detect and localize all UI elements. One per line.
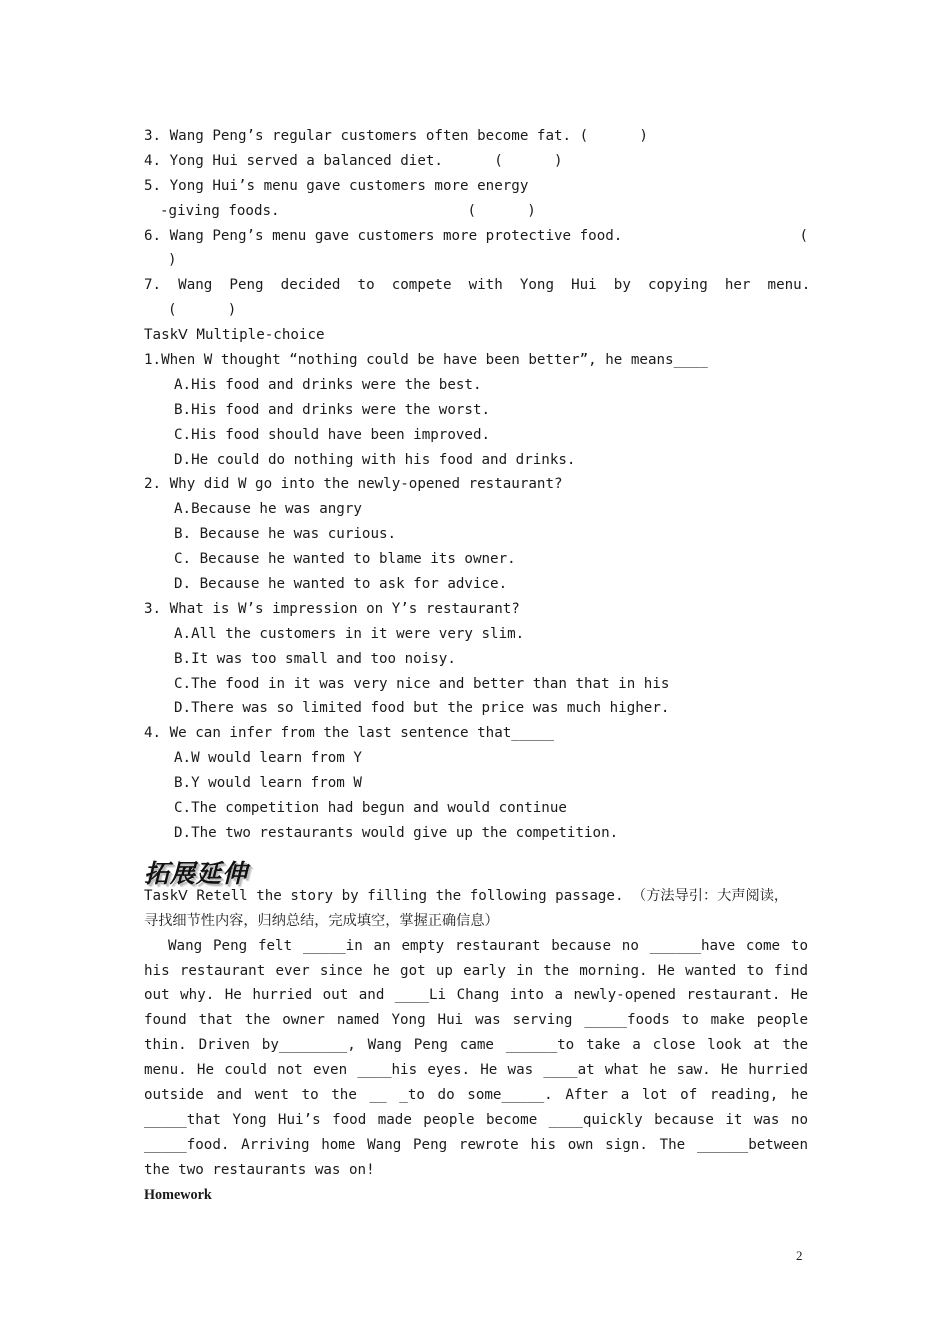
tf-item-7: 7. Wang Peng decided to compete with Yong Hui by copying her menu. xyxy=(144,277,811,294)
tf-item-6-paren: ( xyxy=(799,227,808,244)
question-text: 4. We can infer from the last sentence that_____ xyxy=(144,725,554,742)
question-text: 1.When W thought “nothing could be have been better”, he means____ xyxy=(144,352,708,369)
document-page xyxy=(144,124,811,1208)
option-a: A.His food and drinks were the best. xyxy=(174,376,482,393)
option-a: A.W would learn from Y xyxy=(174,750,362,767)
option-a: A.Because he was angry xyxy=(174,501,362,518)
question-text: 3. What is W’s impression on Y’s restaurant? xyxy=(144,600,520,617)
retell-passage xyxy=(144,934,808,1183)
option-d: D. Because he wanted to ask for advice. xyxy=(174,576,508,593)
option-a: A.All the customers in it were very slim. xyxy=(174,625,525,642)
option-b: B.It was too small and too noisy. xyxy=(174,650,456,667)
option-b: B. Because he was curious. xyxy=(174,526,397,543)
extension-heading: 拓展延伸 xyxy=(144,858,249,888)
tf-item-4: 4. Yong Hui served a balanced diet. ( ) xyxy=(144,152,563,169)
tf-item-3: 3. Wang Peng’s regular customers often become fat. ( ) xyxy=(144,128,648,144)
option-c: C.The food in it was very nice and better than that in his xyxy=(174,675,670,692)
tf-item-6-text: 6. Wang Peng’s menu gave customers more protective food. xyxy=(144,227,623,244)
question-2 xyxy=(144,472,808,596)
question-1 xyxy=(144,348,808,472)
question-text: 2. Why did W go into the newly-opened restaurant? xyxy=(144,476,563,493)
option-d: D.The two restaurants would give up the competition. xyxy=(174,824,619,841)
tf-item-5-cont: -giving foods. ( ) xyxy=(160,202,536,219)
question-4 xyxy=(144,721,808,845)
option-d: D.He could do nothing with his food and drinks. xyxy=(174,451,576,468)
retell-passage-text: Wang Peng felt _____in an empty restaurant because no ______have come to his restaurant ever since he got up early in the morning. He wanted to find out why. He hurried out and ____Li Chang into a newly-opened restaurant. He found that the owner named Yong Hui was serving _____foods to make people thin. Driven by________, Wang Peng came ______to take a close look at the menu. He could not even ____his eyes. He was ____at what he saw. He hurried outside and went to the __ _to do some_____. After a lot of reading, he _____that Yong Hui’s food made people become ____quickly because it was no _____food. Arriving home Wang Peng rewrote his own sign. The ______between the two restaurants was on! xyxy=(144,937,808,1178)
tf-item-5: 5. Yong Hui’s menu gave customers more energy xyxy=(144,177,529,194)
option-d: D.There was so limited food but the price was much higher. xyxy=(174,700,670,717)
option-c: C.The competition had begun and would continue xyxy=(174,800,567,817)
tf-item-7-cont: ( ) xyxy=(168,302,237,319)
task5-title: TaskⅤ Multiple-choice xyxy=(144,327,325,344)
page-number: 2 xyxy=(796,1248,803,1263)
question-3 xyxy=(144,597,808,721)
retell-task-line-1: TaskⅤ Retell the story by filling the following passage. （方法导引：大声阅读， xyxy=(144,887,789,904)
retell-task-line-2: 寻找细节性内容，归纳总结，完成填空，掌握正确信息） xyxy=(144,912,499,929)
option-b: B.Y would learn from W xyxy=(174,775,362,792)
option-c: C. Because he wanted to blame its owner. xyxy=(174,551,516,568)
tf-item-6-cont: ) xyxy=(168,252,177,269)
homework-label: Homework xyxy=(144,1186,212,1203)
tf-item-6 xyxy=(144,224,808,249)
extension-heading-block xyxy=(144,860,808,894)
option-b: B.His food and drinks were the worst. xyxy=(174,401,491,418)
option-c: C.His food should have been improved. xyxy=(174,426,491,443)
